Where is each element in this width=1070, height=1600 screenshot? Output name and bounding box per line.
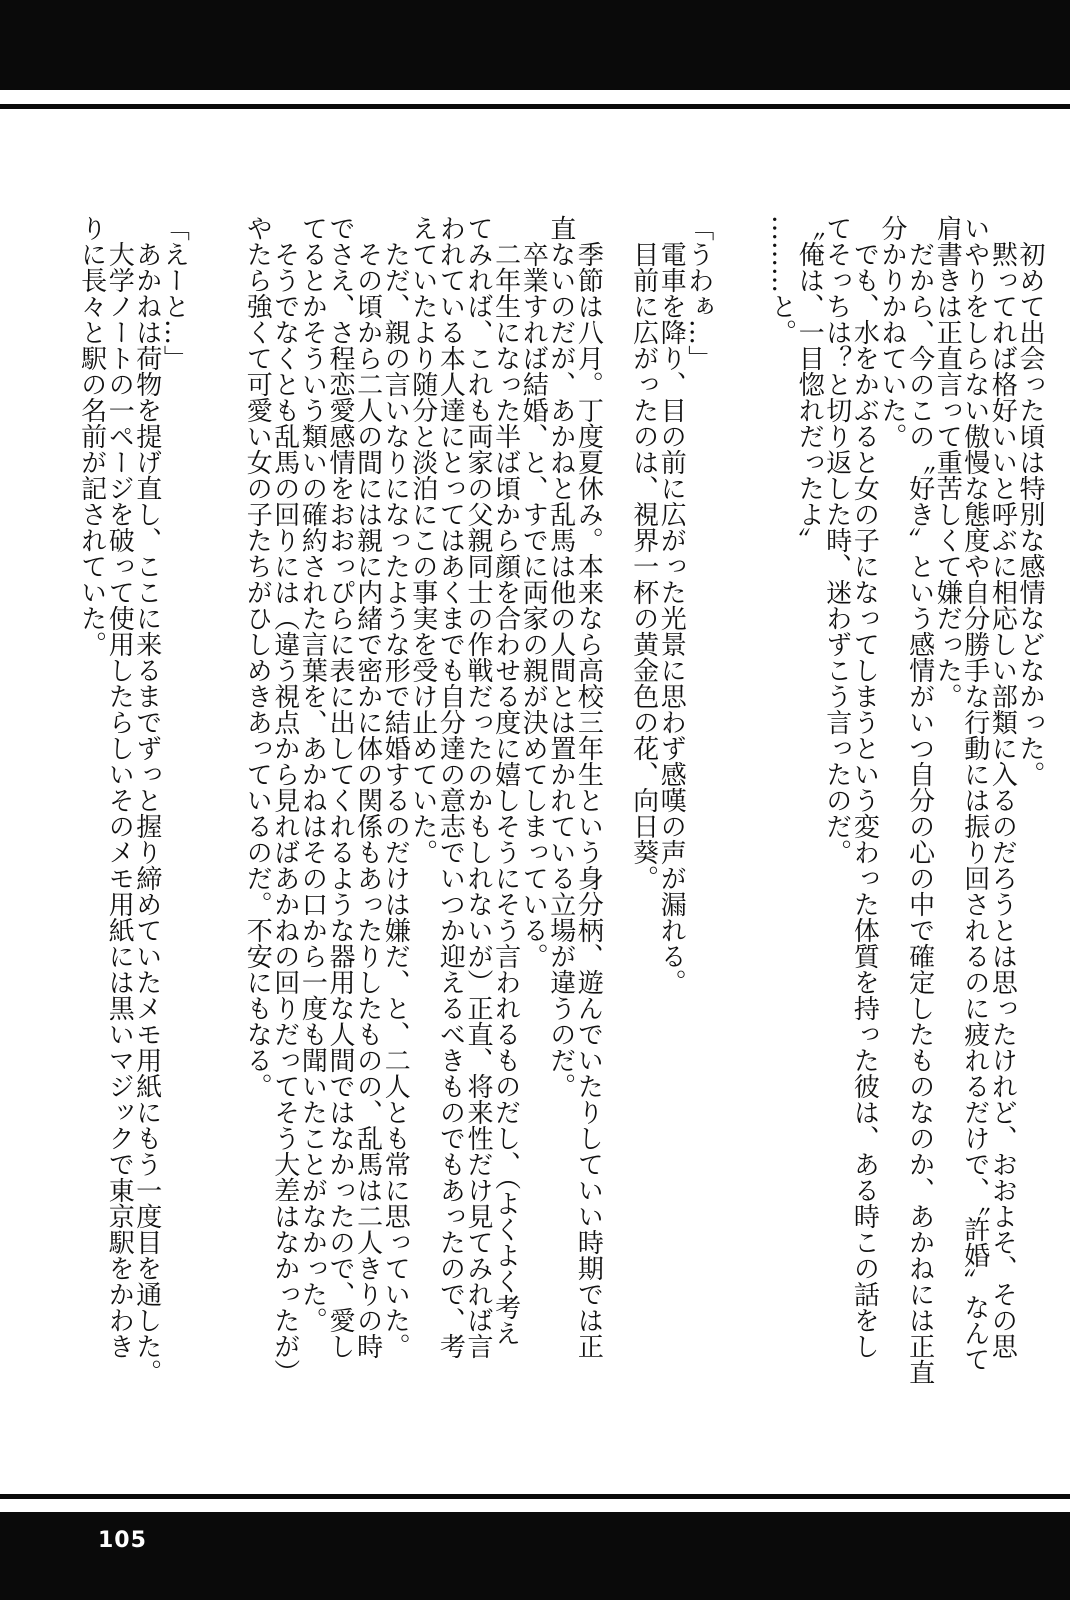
text-column: りに長々と駅の名前が記されていた。 — [76, 215, 107, 657]
text-column: てるとかそういう類いの確約された言葉を、あかねはその口から一度も聞いたことがなかった。 — [297, 215, 328, 1333]
bottom-rule-line — [0, 1494, 1070, 1499]
text-column: 「うわぁ…」 — [683, 215, 714, 371]
text-column: やたら強くて可愛い女の子たちがひしめきあっているのだ。不安にもなる。 — [242, 215, 273, 1099]
text-column — [187, 215, 217, 1465]
text-column: あかねは荷物を提げ直し、ここに来るまでずっと握り締めていたメモ用紙にもう一度目を通した。 — [131, 215, 162, 1385]
text-column — [215, 215, 245, 1465]
text-column: そうでなくとも乱馬の回りには（違う視点から見ればあかねの回りだってそう大差はなかったが） — [269, 215, 300, 1385]
text-column: 分かりかねていた。 — [877, 215, 907, 449]
text-column: 大学ノートの一ページを破って使用したらしいそのメモ用紙には黒いマジックで東京駅をかわき — [104, 215, 135, 1359]
text-column — [711, 215, 741, 1465]
text-column: 目前に広がったのは、視界一杯の黄金色の花、向日葵。 — [628, 215, 659, 891]
text-column — [739, 215, 769, 1465]
text-column: 卒業すれば結婚、と、すでに両家の親が決めてしまっている。 — [518, 215, 549, 969]
text-column: でさえ、さ程恋愛感情をおおっぴらに表に出してくれるような器用な人間ではなかったので、愛し — [325, 215, 355, 1359]
text-column — [601, 215, 631, 1465]
text-column: いやりをしらない傲慢な態度や自分勝手な行動には振り回されるのに疲れるだけで、〝許婚〟なんて — [959, 215, 990, 1372]
text-column: 季節は八月。丁度夏休み。本来なら高校三年生という身分柄、遊んでいたりしていい時期では正 — [573, 215, 604, 1359]
text-column: 〝俺は、一目惚れだったよ〟 — [794, 215, 825, 553]
text-column: だから、今のこの〝好き〟という感情がいつ自分の心の中で確定したものなのか、あかねには正直 — [904, 215, 935, 1385]
text-column: われている本人達にとってはあくまでも自分達の意志でいつか迎えるべきものでもあったので、考 — [435, 215, 466, 1359]
text-column: 二年生になった半ば頃から顔を合わせる度に嬉しそうにそう言われるものだし、（よくよく考え — [490, 215, 521, 1346]
text-column: ただ、親の言いなりになったような形で結婚するのだけは嫌だ、と、二人とも常に思っていた。 — [380, 215, 411, 1359]
text-column: 直ないのだが、あかねと乱馬は他の人間とは置かれている立場が違うのだ。 — [545, 215, 576, 1099]
text-column: 電車を降り、目の前に広がった光景に思わず感嘆の声が漏れる。 — [656, 215, 687, 995]
text-column: てみれば、これも両家の父親同士の作戦だったのかもしれないが）正直、将来性だけ見てみれば言 — [463, 215, 493, 1359]
text-column: えていたより随分と淡泊にこの事実を受け止めていた。 — [407, 215, 438, 865]
text-column: 「えーと…」 — [159, 215, 190, 371]
page-number: 105 — [98, 1528, 147, 1553]
text-column: その頃から二人の間には親に内緒で密かに体の関係もあったりしたものの、乱馬は二人きりの時 — [352, 215, 383, 1359]
top-black-bar — [0, 0, 1070, 90]
bottom-black-bar — [0, 1512, 1070, 1600]
text-column: 初めて出会った頃は特別な感情などなかった。 — [1015, 215, 1045, 787]
text-column: でも、水をかぶると女の子になってしまうという変わった体質を持った彼は、ある時この話をし — [849, 215, 880, 1359]
text-column: 黙ってれば格好いいと呼ぶに相応しい部類に入るのだろうとは思ったけれど、おおよそ、その思 — [987, 215, 1018, 1359]
top-rule-line — [0, 104, 1070, 109]
text-column: てそっちは？と切り返した時、迷わずこう言ったのだ。 — [821, 215, 852, 865]
body-text — [55, 215, 1045, 1465]
text-column: ………と。 — [766, 215, 797, 345]
text-column: 肩書きは正直言って重苦しくて嫌だった。 — [932, 215, 963, 709]
